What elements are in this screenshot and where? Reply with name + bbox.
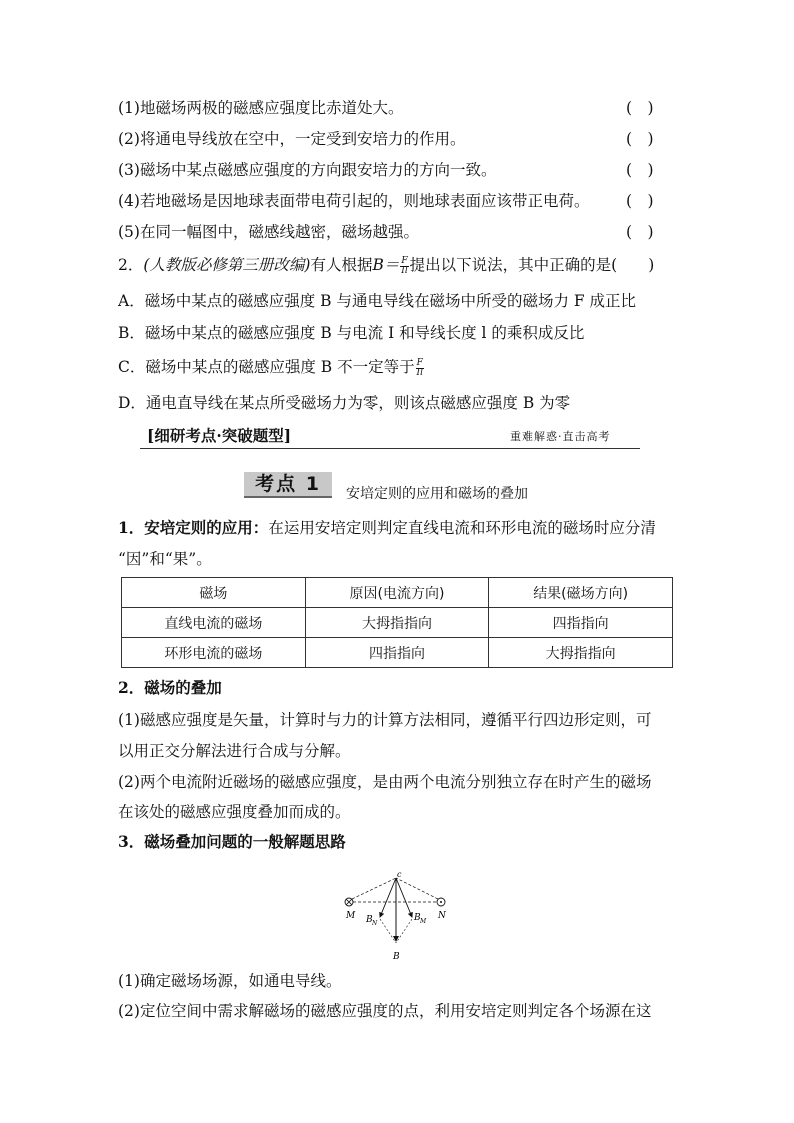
table-cell: 直线电流的磁场	[122, 608, 306, 638]
item-number: 2．	[118, 678, 145, 697]
paragraph-4-line-2: (2)定位空间中需求解磁场的磁感应强度的点，利用安培定则判定各个场源在这	[118, 1002, 652, 1020]
section-2-heading	[118, 677, 678, 699]
bn-vector	[380, 878, 396, 917]
kaodian-badge: 考点 1	[244, 472, 332, 498]
stem-text: 有人根据	[310, 256, 373, 274]
stem-text: 提出以下说法，其中正确的是( )	[409, 256, 655, 274]
label-m: M	[346, 911, 356, 921]
nc-dashed-line	[396, 878, 438, 899]
option-b: B．磁场中某点的磁感应强度 B 与电流 I 和导线长度 l 的乘积成反比	[118, 324, 585, 342]
table-row	[122, 608, 673, 638]
label-n: N	[438, 911, 446, 921]
table-cell: 大拇指指向	[305, 608, 489, 638]
question-source: (人教版必修第三册改编)	[143, 256, 311, 274]
field-superposition-diagram	[336, 868, 456, 964]
table-row	[122, 638, 673, 668]
table-header: 原因(电流方向)	[305, 578, 489, 608]
answer-paren: ( )	[626, 130, 654, 148]
option-c-text: C．磁场中某点的磁感应强度 B 不一定等于	[118, 358, 415, 376]
question-1-3	[118, 159, 678, 181]
kaodian-title: 安培定则的应用和磁场的叠加	[346, 486, 528, 502]
parallelogram-edge	[380, 919, 396, 943]
paragraph-2-line-3: (2)两个电流附近磁场的磁感应强度，是由两个电流分别独立存在时产生的磁场	[118, 773, 652, 791]
section-3-heading	[118, 831, 678, 853]
paragraph-1-cont: “因”和“果”。	[118, 550, 212, 568]
mc-dashed-line	[352, 878, 396, 899]
question-text: (4)若地磁场是因地球表面带电荷引起的，则地球表面应该带正电荷。	[118, 192, 590, 210]
fraction-numerator: F	[401, 255, 408, 266]
item-heading: 磁场叠加问题的一般解题思路	[144, 832, 346, 851]
paragraph-4-line-1: (1)确定磁场场源，如通电导线。	[118, 972, 342, 990]
table-header-row	[122, 578, 673, 608]
paragraph-2-line-4: 在该处的磁感应强度叠加而成的。	[118, 803, 351, 821]
table-cell: 大拇指指向	[489, 638, 673, 668]
label-bm-sub: M	[420, 918, 427, 925]
label-bn: B	[366, 915, 373, 925]
formula-lhs: B＝	[372, 256, 400, 274]
item-heading: 磁场的叠加	[144, 678, 222, 697]
question-2-stem	[118, 254, 678, 276]
bm-vector	[396, 878, 412, 917]
formula-fraction	[416, 359, 424, 378]
paragraph-1	[118, 517, 678, 539]
question-text: (3)磁场中某点磁感应强度的方向跟安培力的方向一致。	[118, 161, 497, 179]
ampere-rule-table	[121, 577, 673, 668]
table-cell: 环形电流的磁场	[122, 638, 306, 668]
answer-paren: ( )	[626, 99, 654, 117]
item-number: 1．	[118, 518, 145, 537]
section-banner-title: [细研考点·突破题型]	[147, 426, 292, 445]
question-1-1	[118, 97, 678, 119]
table-cell: 四指指向	[305, 638, 489, 668]
answer-paren: ( )	[626, 223, 654, 241]
formula-fraction	[400, 257, 408, 276]
question-number: 2．	[118, 256, 144, 274]
table-header: 磁场	[122, 578, 306, 608]
fraction-numerator: F	[416, 357, 423, 368]
question-text: (2)将通电导线放在空中，一定受到安培力的作用。	[118, 130, 466, 148]
question-text: (1)地磁场两极的磁感应强度比赤道处大。	[118, 99, 404, 117]
label-b: B	[393, 952, 400, 962]
item-text: 在运用安培定则判定直线电流和环形电流的磁场时应分清	[268, 519, 656, 537]
question-text: (5)在同一幅图中，磁感线越密，磁场越强。	[118, 223, 419, 241]
fraction-denominator: Il	[401, 265, 408, 276]
label-c: c	[397, 870, 402, 879]
label-bn-sub: N	[372, 920, 378, 927]
label-bm: B	[414, 913, 421, 923]
item-number: 3．	[118, 832, 145, 851]
option-d: D．通电直导线在某点所受磁场力为零，则该点磁感应强度 B 为零	[118, 394, 571, 412]
wire-m-icon	[345, 898, 353, 906]
paragraph-2-line-1: (1)磁感应强度是矢量，计算时与力的计算方法相同，遵循平行四边形定则，可	[118, 711, 652, 729]
question-1-4	[118, 190, 678, 212]
answer-paren: ( )	[626, 161, 654, 179]
paragraph-2-line-2: 以用正交分解法进行合成与分解。	[118, 742, 351, 760]
option-c	[118, 356, 678, 378]
answer-paren: ( )	[626, 192, 654, 210]
option-a: A．磁场中某点的磁感应强度 B 与通电导线在磁场中所受的磁场力 F 成正比	[118, 292, 637, 310]
item-heading: 安培定则的应用：	[144, 518, 269, 537]
table-header: 结果(磁场方向)	[489, 578, 673, 608]
section-banner-subtitle: 重难解惑·直击高考	[510, 430, 611, 443]
parallelogram-edge	[396, 919, 412, 943]
question-1-5	[118, 221, 678, 243]
question-1-2	[118, 128, 678, 150]
table-cell: 四指指向	[489, 608, 673, 638]
section-banner-rule	[140, 448, 640, 449]
wire-n-icon	[437, 898, 445, 906]
fraction-denominator: Il	[416, 367, 423, 378]
